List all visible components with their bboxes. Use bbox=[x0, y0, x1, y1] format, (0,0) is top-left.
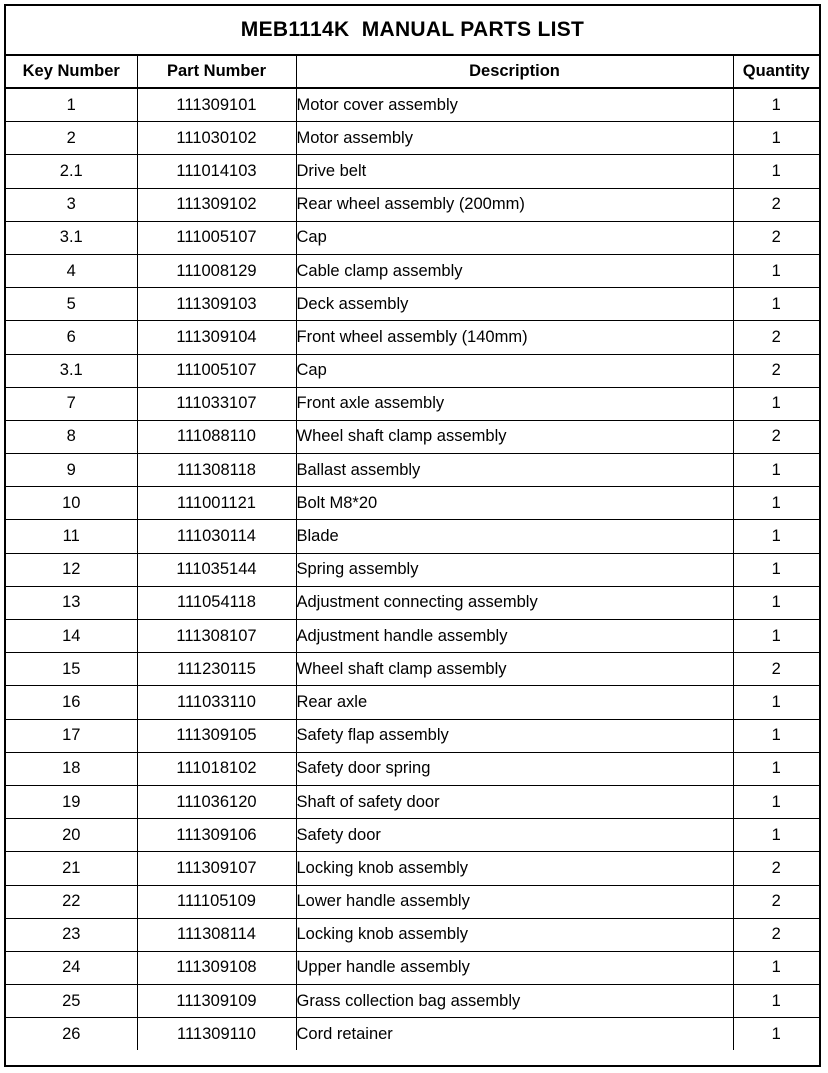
part-number-cell: 111008129 bbox=[137, 254, 296, 287]
quantity-cell: 1 bbox=[733, 1018, 819, 1051]
table-row bbox=[6, 918, 819, 951]
part-number-cell: 111105109 bbox=[137, 885, 296, 918]
description-cell: Motor cover assembly bbox=[296, 88, 733, 122]
description-cell: Wheel shaft clamp assembly bbox=[296, 420, 733, 453]
table-row bbox=[6, 254, 819, 287]
key-number-cell: 2.1 bbox=[6, 155, 137, 188]
part-number-cell: 111054118 bbox=[137, 586, 296, 619]
key-number-cell: 17 bbox=[6, 719, 137, 752]
quantity-cell: 2 bbox=[733, 420, 819, 453]
table-row bbox=[6, 454, 819, 487]
table-row bbox=[6, 122, 819, 155]
quantity-cell: 2 bbox=[733, 221, 819, 254]
table-row bbox=[6, 951, 819, 984]
key-number-cell: 7 bbox=[6, 387, 137, 420]
table-row bbox=[6, 288, 819, 321]
quantity-cell: 2 bbox=[733, 852, 819, 885]
quantity-cell: 1 bbox=[733, 819, 819, 852]
description-cell: Adjustment handle assembly bbox=[296, 620, 733, 653]
key-number-cell: 3.1 bbox=[6, 221, 137, 254]
quantity-cell: 1 bbox=[733, 752, 819, 785]
table-row bbox=[6, 819, 819, 852]
description-cell: Shaft of safety door bbox=[296, 785, 733, 818]
column-header-description: Description bbox=[296, 56, 733, 88]
quantity-cell: 1 bbox=[733, 719, 819, 752]
table-row bbox=[6, 885, 819, 918]
part-number-cell: 111309106 bbox=[137, 819, 296, 852]
key-number-cell: 21 bbox=[6, 852, 137, 885]
description-cell: Locking knob assembly bbox=[296, 852, 733, 885]
quantity-cell: 2 bbox=[733, 653, 819, 686]
key-number-cell: 9 bbox=[6, 454, 137, 487]
part-number-cell: 111014103 bbox=[137, 155, 296, 188]
part-number-cell: 111005107 bbox=[137, 354, 296, 387]
quantity-cell: 2 bbox=[733, 918, 819, 951]
description-cell: Cord retainer bbox=[296, 1018, 733, 1051]
quantity-cell: 2 bbox=[733, 188, 819, 221]
key-number-cell: 24 bbox=[6, 951, 137, 984]
table-row bbox=[6, 155, 819, 188]
table-row bbox=[6, 719, 819, 752]
description-cell: Drive belt bbox=[296, 155, 733, 188]
table-row bbox=[6, 354, 819, 387]
quantity-cell: 1 bbox=[733, 155, 819, 188]
key-number-cell: 20 bbox=[6, 819, 137, 852]
table-row bbox=[6, 221, 819, 254]
description-cell: Cable clamp assembly bbox=[296, 254, 733, 287]
part-number-cell: 111309103 bbox=[137, 288, 296, 321]
table-row bbox=[6, 1018, 819, 1051]
table-row bbox=[6, 520, 819, 553]
description-cell: Adjustment connecting assembly bbox=[296, 586, 733, 619]
key-number-cell: 10 bbox=[6, 487, 137, 520]
parts-list-sheet bbox=[4, 4, 821, 1067]
part-number-cell: 111309108 bbox=[137, 951, 296, 984]
table-row bbox=[6, 785, 819, 818]
parts-table bbox=[6, 56, 819, 1050]
quantity-cell: 1 bbox=[733, 487, 819, 520]
part-number-cell: 111308107 bbox=[137, 620, 296, 653]
description-cell: Lower handle assembly bbox=[296, 885, 733, 918]
description-cell: Deck assembly bbox=[296, 288, 733, 321]
description-cell: Spring assembly bbox=[296, 553, 733, 586]
key-number-cell: 3 bbox=[6, 188, 137, 221]
quantity-cell: 1 bbox=[733, 686, 819, 719]
quantity-cell: 1 bbox=[733, 785, 819, 818]
description-cell: Grass collection bag assembly bbox=[296, 985, 733, 1018]
table-row bbox=[6, 752, 819, 785]
part-number-cell: 111033107 bbox=[137, 387, 296, 420]
description-cell: Rear wheel assembly (200mm) bbox=[296, 188, 733, 221]
part-number-cell: 111308114 bbox=[137, 918, 296, 951]
key-number-cell: 26 bbox=[6, 1018, 137, 1051]
quantity-cell: 1 bbox=[733, 620, 819, 653]
part-number-cell: 111030114 bbox=[137, 520, 296, 553]
key-number-cell: 8 bbox=[6, 420, 137, 453]
table-row bbox=[6, 852, 819, 885]
description-cell: Safety door spring bbox=[296, 752, 733, 785]
key-number-cell: 23 bbox=[6, 918, 137, 951]
part-number-cell: 111308118 bbox=[137, 454, 296, 487]
description-cell: Cap bbox=[296, 221, 733, 254]
part-number-cell: 111030102 bbox=[137, 122, 296, 155]
part-number-cell: 111033110 bbox=[137, 686, 296, 719]
table-row bbox=[6, 985, 819, 1018]
table-row bbox=[6, 321, 819, 354]
description-cell: Blade bbox=[296, 520, 733, 553]
key-number-cell: 3.1 bbox=[6, 354, 137, 387]
part-number-cell: 111018102 bbox=[137, 752, 296, 785]
key-number-cell: 14 bbox=[6, 620, 137, 653]
column-header-part-number: Part Number bbox=[137, 56, 296, 88]
quantity-cell: 1 bbox=[733, 288, 819, 321]
part-number-cell: 111036120 bbox=[137, 785, 296, 818]
quantity-cell: 1 bbox=[733, 387, 819, 420]
quantity-cell: 2 bbox=[733, 885, 819, 918]
column-header-key-number: Key Number bbox=[6, 56, 137, 88]
key-number-cell: 13 bbox=[6, 586, 137, 619]
part-number-cell: 111309104 bbox=[137, 321, 296, 354]
header-row bbox=[6, 56, 819, 88]
description-cell: Front wheel assembly (140mm) bbox=[296, 321, 733, 354]
table-row bbox=[6, 653, 819, 686]
table-row bbox=[6, 586, 819, 619]
table-row bbox=[6, 420, 819, 453]
table-row bbox=[6, 387, 819, 420]
key-number-cell: 19 bbox=[6, 785, 137, 818]
table-row bbox=[6, 487, 819, 520]
part-number-cell: 111309101 bbox=[137, 88, 296, 122]
table-row bbox=[6, 686, 819, 719]
quantity-cell: 1 bbox=[733, 951, 819, 984]
description-cell: Rear axle bbox=[296, 686, 733, 719]
key-number-cell: 4 bbox=[6, 254, 137, 287]
description-cell: Motor assembly bbox=[296, 122, 733, 155]
key-number-cell: 11 bbox=[6, 520, 137, 553]
quantity-cell: 1 bbox=[733, 254, 819, 287]
table-row bbox=[6, 553, 819, 586]
description-cell: Ballast assembly bbox=[296, 454, 733, 487]
page-title: MEB1114K MANUAL PARTS LIST bbox=[6, 6, 819, 56]
key-number-cell: 1 bbox=[6, 88, 137, 122]
quantity-cell: 1 bbox=[733, 454, 819, 487]
description-cell: Wheel shaft clamp assembly bbox=[296, 653, 733, 686]
part-number-cell: 111005107 bbox=[137, 221, 296, 254]
quantity-cell: 2 bbox=[733, 354, 819, 387]
part-number-cell: 111309109 bbox=[137, 985, 296, 1018]
key-number-cell: 18 bbox=[6, 752, 137, 785]
key-number-cell: 5 bbox=[6, 288, 137, 321]
table-row bbox=[6, 88, 819, 122]
part-number-cell: 111309107 bbox=[137, 852, 296, 885]
key-number-cell: 22 bbox=[6, 885, 137, 918]
part-number-cell: 111309110 bbox=[137, 1018, 296, 1051]
part-number-cell: 111230115 bbox=[137, 653, 296, 686]
parts-table-body bbox=[6, 88, 819, 1050]
key-number-cell: 15 bbox=[6, 653, 137, 686]
table-row bbox=[6, 620, 819, 653]
part-number-cell: 111088110 bbox=[137, 420, 296, 453]
key-number-cell: 6 bbox=[6, 321, 137, 354]
description-cell: Safety flap assembly bbox=[296, 719, 733, 752]
quantity-cell: 1 bbox=[733, 985, 819, 1018]
quantity-cell: 1 bbox=[733, 520, 819, 553]
key-number-cell: 2 bbox=[6, 122, 137, 155]
part-number-cell: 111309102 bbox=[137, 188, 296, 221]
key-number-cell: 16 bbox=[6, 686, 137, 719]
table-row bbox=[6, 188, 819, 221]
description-cell: Cap bbox=[296, 354, 733, 387]
part-number-cell: 111035144 bbox=[137, 553, 296, 586]
quantity-cell: 1 bbox=[733, 586, 819, 619]
quantity-cell: 1 bbox=[733, 122, 819, 155]
description-cell: Upper handle assembly bbox=[296, 951, 733, 984]
quantity-cell: 2 bbox=[733, 321, 819, 354]
description-cell: Bolt M8*20 bbox=[296, 487, 733, 520]
quantity-cell: 1 bbox=[733, 553, 819, 586]
key-number-cell: 25 bbox=[6, 985, 137, 1018]
quantity-cell: 1 bbox=[733, 88, 819, 122]
description-cell: Locking knob assembly bbox=[296, 918, 733, 951]
description-cell: Safety door bbox=[296, 819, 733, 852]
column-header-quantity: Quantity bbox=[733, 56, 819, 88]
key-number-cell: 12 bbox=[6, 553, 137, 586]
description-cell: Front axle assembly bbox=[296, 387, 733, 420]
part-number-cell: 111001121 bbox=[137, 487, 296, 520]
part-number-cell: 111309105 bbox=[137, 719, 296, 752]
